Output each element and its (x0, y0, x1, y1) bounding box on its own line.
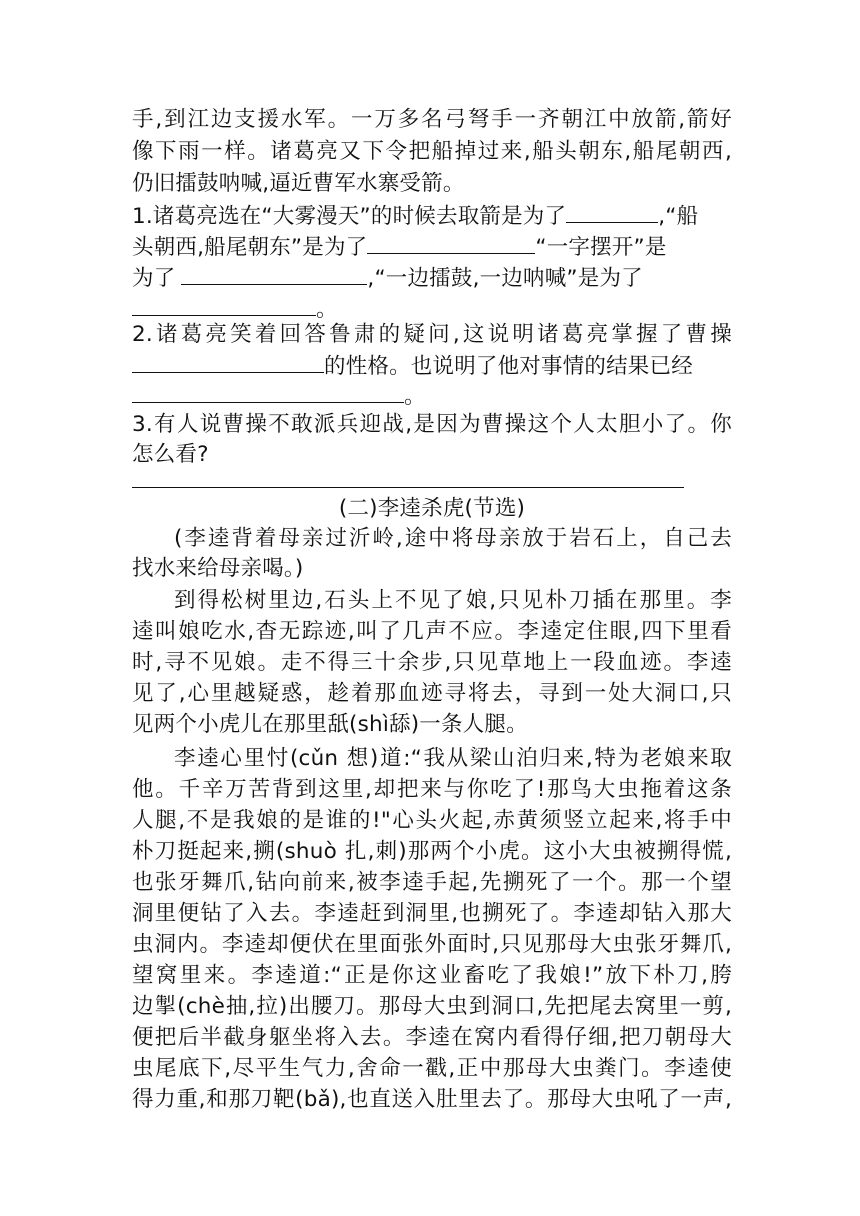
answer-blank[interactable] (367, 231, 535, 254)
question-text: ,“船 (658, 204, 699, 229)
text-line: 得力重,和那刀靶(bǎ),也直送入肚里去了。那母大虫吼了一声, (132, 1087, 732, 1112)
text-line: 洞里便钻了入去。李逵赶到洞里,也搠死了。李逵却钻入那大 (132, 901, 732, 926)
question-text: 为了 (132, 266, 176, 291)
question-text: 的性格。也说明了他对事情的结果已经 (324, 354, 693, 379)
note-line: 找水来给母亲喝。) (132, 556, 304, 581)
text-line: 人腿,不是我娘的是谁的!"心头火起,赤黄须竖立起来,将手中 (132, 808, 732, 833)
text-line: 他。千辛万苦背到这里,却把来与你吃了!那鸟大虫拖着这条 (132, 777, 732, 802)
text-line: 朴刀挺起来,搠(shuò 扎,刺)那两个小虎。这小大虫被搠得慌, (132, 839, 732, 864)
question-text: 1.诸葛亮选在“大雾漫天”的时候去取箭是为了 (132, 204, 567, 229)
question-2-line (132, 380, 732, 412)
text-line: 时,寻不见娘。走不得三十余步,只见草地上一段血迹。李逵 (132, 650, 732, 675)
text-line: 边掣(chè抽,拉)出腰刀。那母大虫到洞口,先把尾去窝里一剪, (132, 994, 732, 1019)
answer-line[interactable] (132, 487, 684, 488)
text-line: 见了,心里越疑惑，趁着那血迹寻将去，寻到一处大洞口,只 (132, 681, 732, 706)
answer-blank[interactable] (132, 380, 404, 403)
text-line: 也张牙舞爪,钻向前来,被李逵手起,先搠死了一个。那一个望 (132, 870, 732, 895)
text-line: 望窝里来。李逵道:“正是你这业畜吃了我娘!”放下朴刀,胯 (132, 963, 732, 988)
question-2-line: 2.诸葛亮笑着回答鲁肃的疑问,这说明诸葛亮掌握了曹操 (132, 322, 732, 347)
question-text: 。 (404, 384, 426, 409)
text-line: 便把后半截身躯坐将入去。李逵在窝内看得仔细,把刀朝母大 (132, 1025, 732, 1050)
question-3-line: 怎么看? (132, 442, 209, 467)
text-line: 像下雨一样。诸葛亮又下令把船掉过来,船头朝东,船尾朝西, (132, 139, 732, 164)
answer-blank[interactable] (132, 293, 316, 316)
question-1-line (132, 200, 732, 232)
text-line: 到得松树里边,石头上不见了娘,只见朴刀插在那里。李 (174, 588, 732, 613)
question-text: 。 (316, 297, 338, 322)
text-line: 李逵心里忖(cǔn 想)道:“我从梁山泊归来,特为老娘来取 (174, 746, 732, 771)
question-text: ,“一边擂鼓,一边呐喊”是为了 (367, 266, 643, 291)
question-1-line (132, 231, 732, 263)
answer-blank[interactable] (181, 262, 367, 285)
answer-blank[interactable] (132, 350, 324, 373)
question-text: “一字摆开”是 (535, 235, 667, 260)
question-1-line (132, 262, 732, 294)
section-title: (二)李逵杀虎(节选) (338, 496, 526, 521)
question-2-line (132, 350, 732, 382)
text-line: 仍旧擂鼓呐喊,逼近曹军水寨受箭。 (132, 171, 465, 196)
text-line: 手,到江边支援水军。一万多名弓弩手一齐朝江中放箭,箭好 (132, 107, 732, 132)
answer-blank[interactable] (566, 200, 658, 223)
text-line: 见两个小虎儿在那里舐(shì舔)一条人腿。 (132, 712, 528, 737)
text-line: 虫洞内。李逵却便伏在里面张外面时,只见那母大虫张牙舞爪, (132, 932, 732, 957)
note-line: (李逵背着母亲过沂岭,途中将母亲放于岩石上，自己去 (174, 526, 732, 551)
question-3-line: 3.有人说曹操不敢派兵迎战,是因为曹操这个人太胆小了。你 (132, 412, 732, 437)
question-text: 头朝西,船尾朝东”是为了 (132, 235, 368, 260)
text-line: 逵叫娘吃水,杳无踪迹,叫了几声不应。李逵定住眼,四下里看 (132, 619, 732, 644)
text-line: 虫尾底下,尽平生气力,舍命一戳,正中那母大虫粪门。李逵使 (132, 1056, 732, 1081)
